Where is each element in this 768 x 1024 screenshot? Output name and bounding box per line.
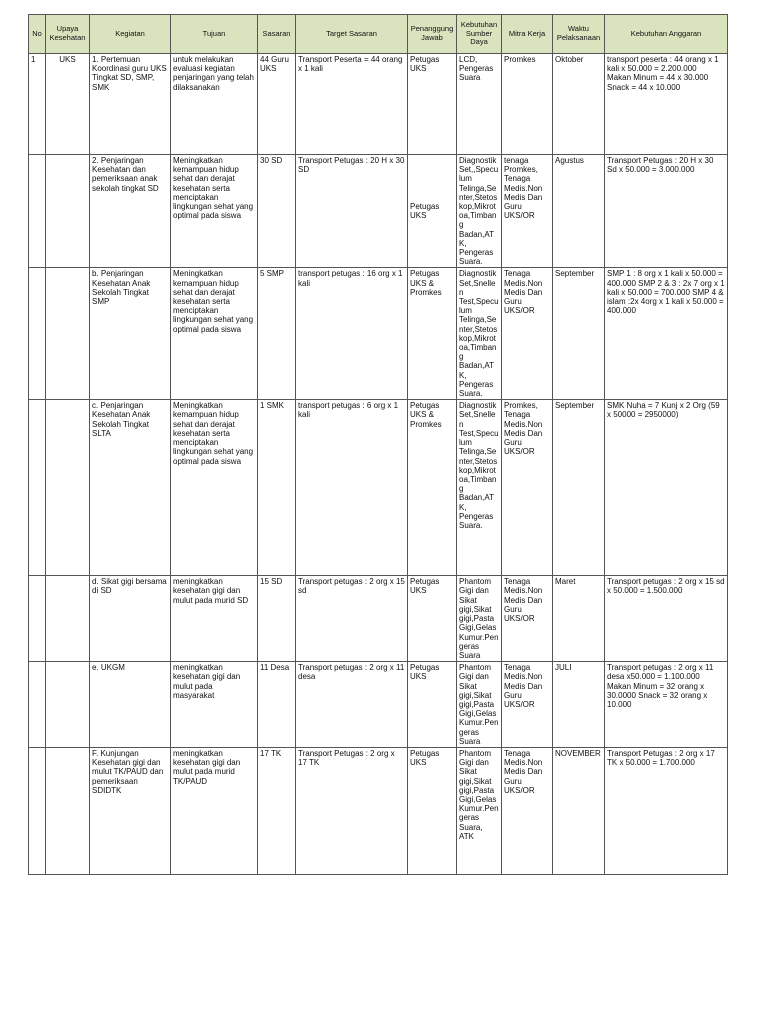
cell-mitra: Tenaga Medis.Non Medis Dan Guru UKS/OR [502, 747, 553, 874]
cell-kegiatan: c. Penjaringan Kesehatan Anak Sekolah Tingkat SLTA [90, 400, 171, 576]
cell-no [29, 155, 46, 268]
table-row [29, 155, 728, 268]
cell-target: transport petugas : 16 org x 1 kali [296, 268, 408, 400]
cell-tujuan: Meningkatkan kemampuan hidup sehat dan derajat kesehatan serta menciptakan lingkungan sehat yang optimal pada siswa [171, 268, 258, 400]
cell-sumber-daya: Phantom Gigi dan Sikat gigi,Sikat gigi,Pasta Gigi,Gelas Kumur.Pengeras Suara, ATK [457, 747, 502, 874]
budget-plan-table [28, 14, 728, 875]
cell-waktu: JULI [553, 662, 605, 748]
cell-anggaran: Transport petugas : 2 org x 15 sd x 50.000 = 1.500.000 [605, 576, 728, 662]
cell-kegiatan: d. Sikat gigi bersama di SD [90, 576, 171, 662]
cell-target: Transport petugas : 2 org x 15 sd [296, 576, 408, 662]
cell-target: Transport petugas : 2 org x 11 desa [296, 662, 408, 748]
cell-sasaran: 1 SMK [258, 400, 296, 576]
cell-no [29, 662, 46, 748]
cell-penanggung-jawab: Petugas UKS & Promkes [408, 268, 457, 400]
cell-kegiatan: 2. Penjaringan Kesehatan dan pemeriksaan anak sekolah tingkat SD [90, 155, 171, 268]
cell-no [29, 268, 46, 400]
cell-kegiatan: b. Penjaringan Kesehatan Anak Sekolah Tingkat SMP [90, 268, 171, 400]
table-row [29, 268, 728, 400]
header-target-sasaran: Target Sasaran [296, 15, 408, 54]
cell-target: transport petugas : 6 org x 1 kali [296, 400, 408, 576]
cell-anggaran: Transport petugas : 2 org x 11 desa x50.000 = 1.100.000 Makan Minum = 32 orang x 30.0000 Snack = 32 orang x 10.000 [605, 662, 728, 748]
cell-anggaran: Transport Petugas : 20 H x 30 Sd x 50.000 = 3.000.000 [605, 155, 728, 268]
table-row [29, 662, 728, 748]
cell-kegiatan: e. UKGM [90, 662, 171, 748]
cell-waktu: Maret [553, 576, 605, 662]
table-row [29, 747, 728, 874]
cell-penanggung-jawab: Petugas UKS [408, 747, 457, 874]
cell-upaya [46, 400, 90, 576]
cell-mitra: Promkes [502, 54, 553, 155]
cell-mitra: Promkes, Tenaga Medis.Non Medis Dan Guru UKS/OR [502, 400, 553, 576]
cell-upaya [46, 576, 90, 662]
cell-upaya [46, 268, 90, 400]
cell-upaya [46, 155, 90, 268]
cell-penanggung-jawab: Petugas UKS [408, 54, 457, 155]
cell-tujuan: meningkatkan kesehatan gigi dan mulut pada murid TK/PAUD [171, 747, 258, 874]
cell-no [29, 400, 46, 576]
cell-sumber-daya: Diagnostik Set,Snellen Test,Speculum Telinga,Senter,Stetoskop,Mikrotoa,Timbang Badan,ATK, Pengeras Suara. [457, 400, 502, 576]
cell-target: Transport Petugas : 20 H x 30 SD [296, 155, 408, 268]
cell-anggaran: SMK Nuha = 7 Kunj x 2 Org (59 x 50000 = 2950000) [605, 400, 728, 576]
cell-kegiatan: 1. Pertemuan Koordinasi guru UKS Tingkat SD, SMP, SMK [90, 54, 171, 155]
cell-penanggung-jawab: Petugas UKS [408, 576, 457, 662]
cell-anggaran: SMP 1 : 8 org x 1 kali x 50.000 = 400.000 SMP 2 & 3 : 2x 7 org x 1 kali x 50.000 = 700.000 SMP 4 & islam :2x 4org x 1 kali x 50.000 = 400.000 [605, 268, 728, 400]
cell-no [29, 576, 46, 662]
cell-sasaran: 44 Guru UKS [258, 54, 296, 155]
cell-target: Transport Petugas : 2 org x 17 TK [296, 747, 408, 874]
cell-waktu: Agustus [553, 155, 605, 268]
table-row [29, 54, 728, 155]
cell-sasaran: 30 SD [258, 155, 296, 268]
cell-no [29, 747, 46, 874]
header-kebutuhan-anggaran: Kebutuhan Anggaran [605, 15, 728, 54]
cell-anggaran: Transport Petugas : 2 org x 17 TK x 50.000 = 1.700.000 [605, 747, 728, 874]
header-upaya-kesehatan: Upaya Kesehatan [46, 15, 90, 54]
header-tujuan: Tujuan [171, 15, 258, 54]
header-kebutuhan-sumber-daya: Kebutuhan Sumber Daya [457, 15, 502, 54]
cell-tujuan: meningkatkan kesehatan gigi dan mulut pada masyarakat [171, 662, 258, 748]
cell-sasaran: 17 TK [258, 747, 296, 874]
cell-sumber-daya: Phantom Gigi dan Sikat gigi,Sikat gigi,Pasta Gigi,Gelas Kumur.Pengeras Suara [457, 576, 502, 662]
cell-sasaran: 11 Desa [258, 662, 296, 748]
cell-waktu: September [553, 400, 605, 576]
header-waktu-pelaksanaan: Waktu Pelaksanaan [553, 15, 605, 54]
cell-anggaran: transport peserta : 44 orang x 1 kali x 50.000 = 2.200.000 Makan Minum = 44 x 30.000 Snack = 44 x 10.000 [605, 54, 728, 155]
cell-penanggung-jawab: Petugas UKS & Promkes [408, 400, 457, 576]
cell-sumber-daya: Phantom Gigi dan Sikat gigi,Sikat gigi,Pasta Gigi,Gelas Kumur.Pengeras Suara [457, 662, 502, 748]
header-mitra-kerja: Mitra Kerja [502, 15, 553, 54]
header-no: No [29, 15, 46, 54]
cell-sumber-daya: Diagnostik Set,,Speculum Telinga,Senter,Stetoskop,Mikrotoa,Timbang Badan,ATK, Pengeras Suara. [457, 155, 502, 268]
cell-mitra: Tenaga Medis.Non Medis Dan Guru UKS/OR [502, 268, 553, 400]
header-kegiatan: Kegiatan [90, 15, 171, 54]
cell-tujuan: Meningkatkan kemampuan hidup sehat dan derajat kesehatan serta menciptakan lingkungan sehat yang optimal pada siswa [171, 155, 258, 268]
cell-sasaran: 15 SD [258, 576, 296, 662]
cell-upaya [46, 662, 90, 748]
header-penanggung-jawab: Penanggung Jawab [408, 15, 457, 54]
header-sasaran: Sasaran [258, 15, 296, 54]
cell-sumber-daya: Diagnostik Set,Snellen Test,Speculum Telinga,Senter,Stetoskop,Mikrotoa,Timbang Badan,ATK, Pengeras Suara. [457, 268, 502, 400]
cell-upaya [46, 747, 90, 874]
cell-tujuan: untuk melakukan evaluasi kegiatan penjaringan yang telah dilaksanakan [171, 54, 258, 155]
cell-mitra: tenaga Promkes, Tenaga Medis.Non Medis Dan Guru UKS/OR [502, 155, 553, 268]
cell-sasaran: 5 SMP [258, 268, 296, 400]
cell-tujuan: meningkatkan kesehatan gigi dan mulut pada murid SD [171, 576, 258, 662]
cell-mitra: Tenaga Medis.Non Medis Dan Guru UKS/OR [502, 662, 553, 748]
cell-sumber-daya: LCD, Pengeras Suara [457, 54, 502, 155]
cell-kegiatan: F. Kunjungan Kesehatan gigi dan mulut TK/PAUD dan pemeriksaan SDIDTK [90, 747, 171, 874]
cell-no: 1 [29, 54, 46, 155]
cell-waktu: September [553, 268, 605, 400]
table-row [29, 400, 728, 576]
cell-waktu: Oktober [553, 54, 605, 155]
cell-tujuan: Meningkatkan kemampuan hidup sehat dan derajat kesehatan serta menciptakan lingkungan sehat yang optimal pada siswa [171, 400, 258, 576]
cell-penanggung-jawab: Petugas UKS [408, 155, 457, 268]
cell-penanggung-jawab: Petugas UKS [408, 662, 457, 748]
table-row [29, 576, 728, 662]
cell-upaya: UKS [46, 54, 90, 155]
cell-mitra: Tenaga Medis.Non Medis Dan Guru UKS/OR [502, 576, 553, 662]
cell-target: Transport Peserta = 44 orang x 1 kali [296, 54, 408, 155]
table-header-row [29, 15, 728, 54]
cell-waktu: NOVEMBER [553, 747, 605, 874]
